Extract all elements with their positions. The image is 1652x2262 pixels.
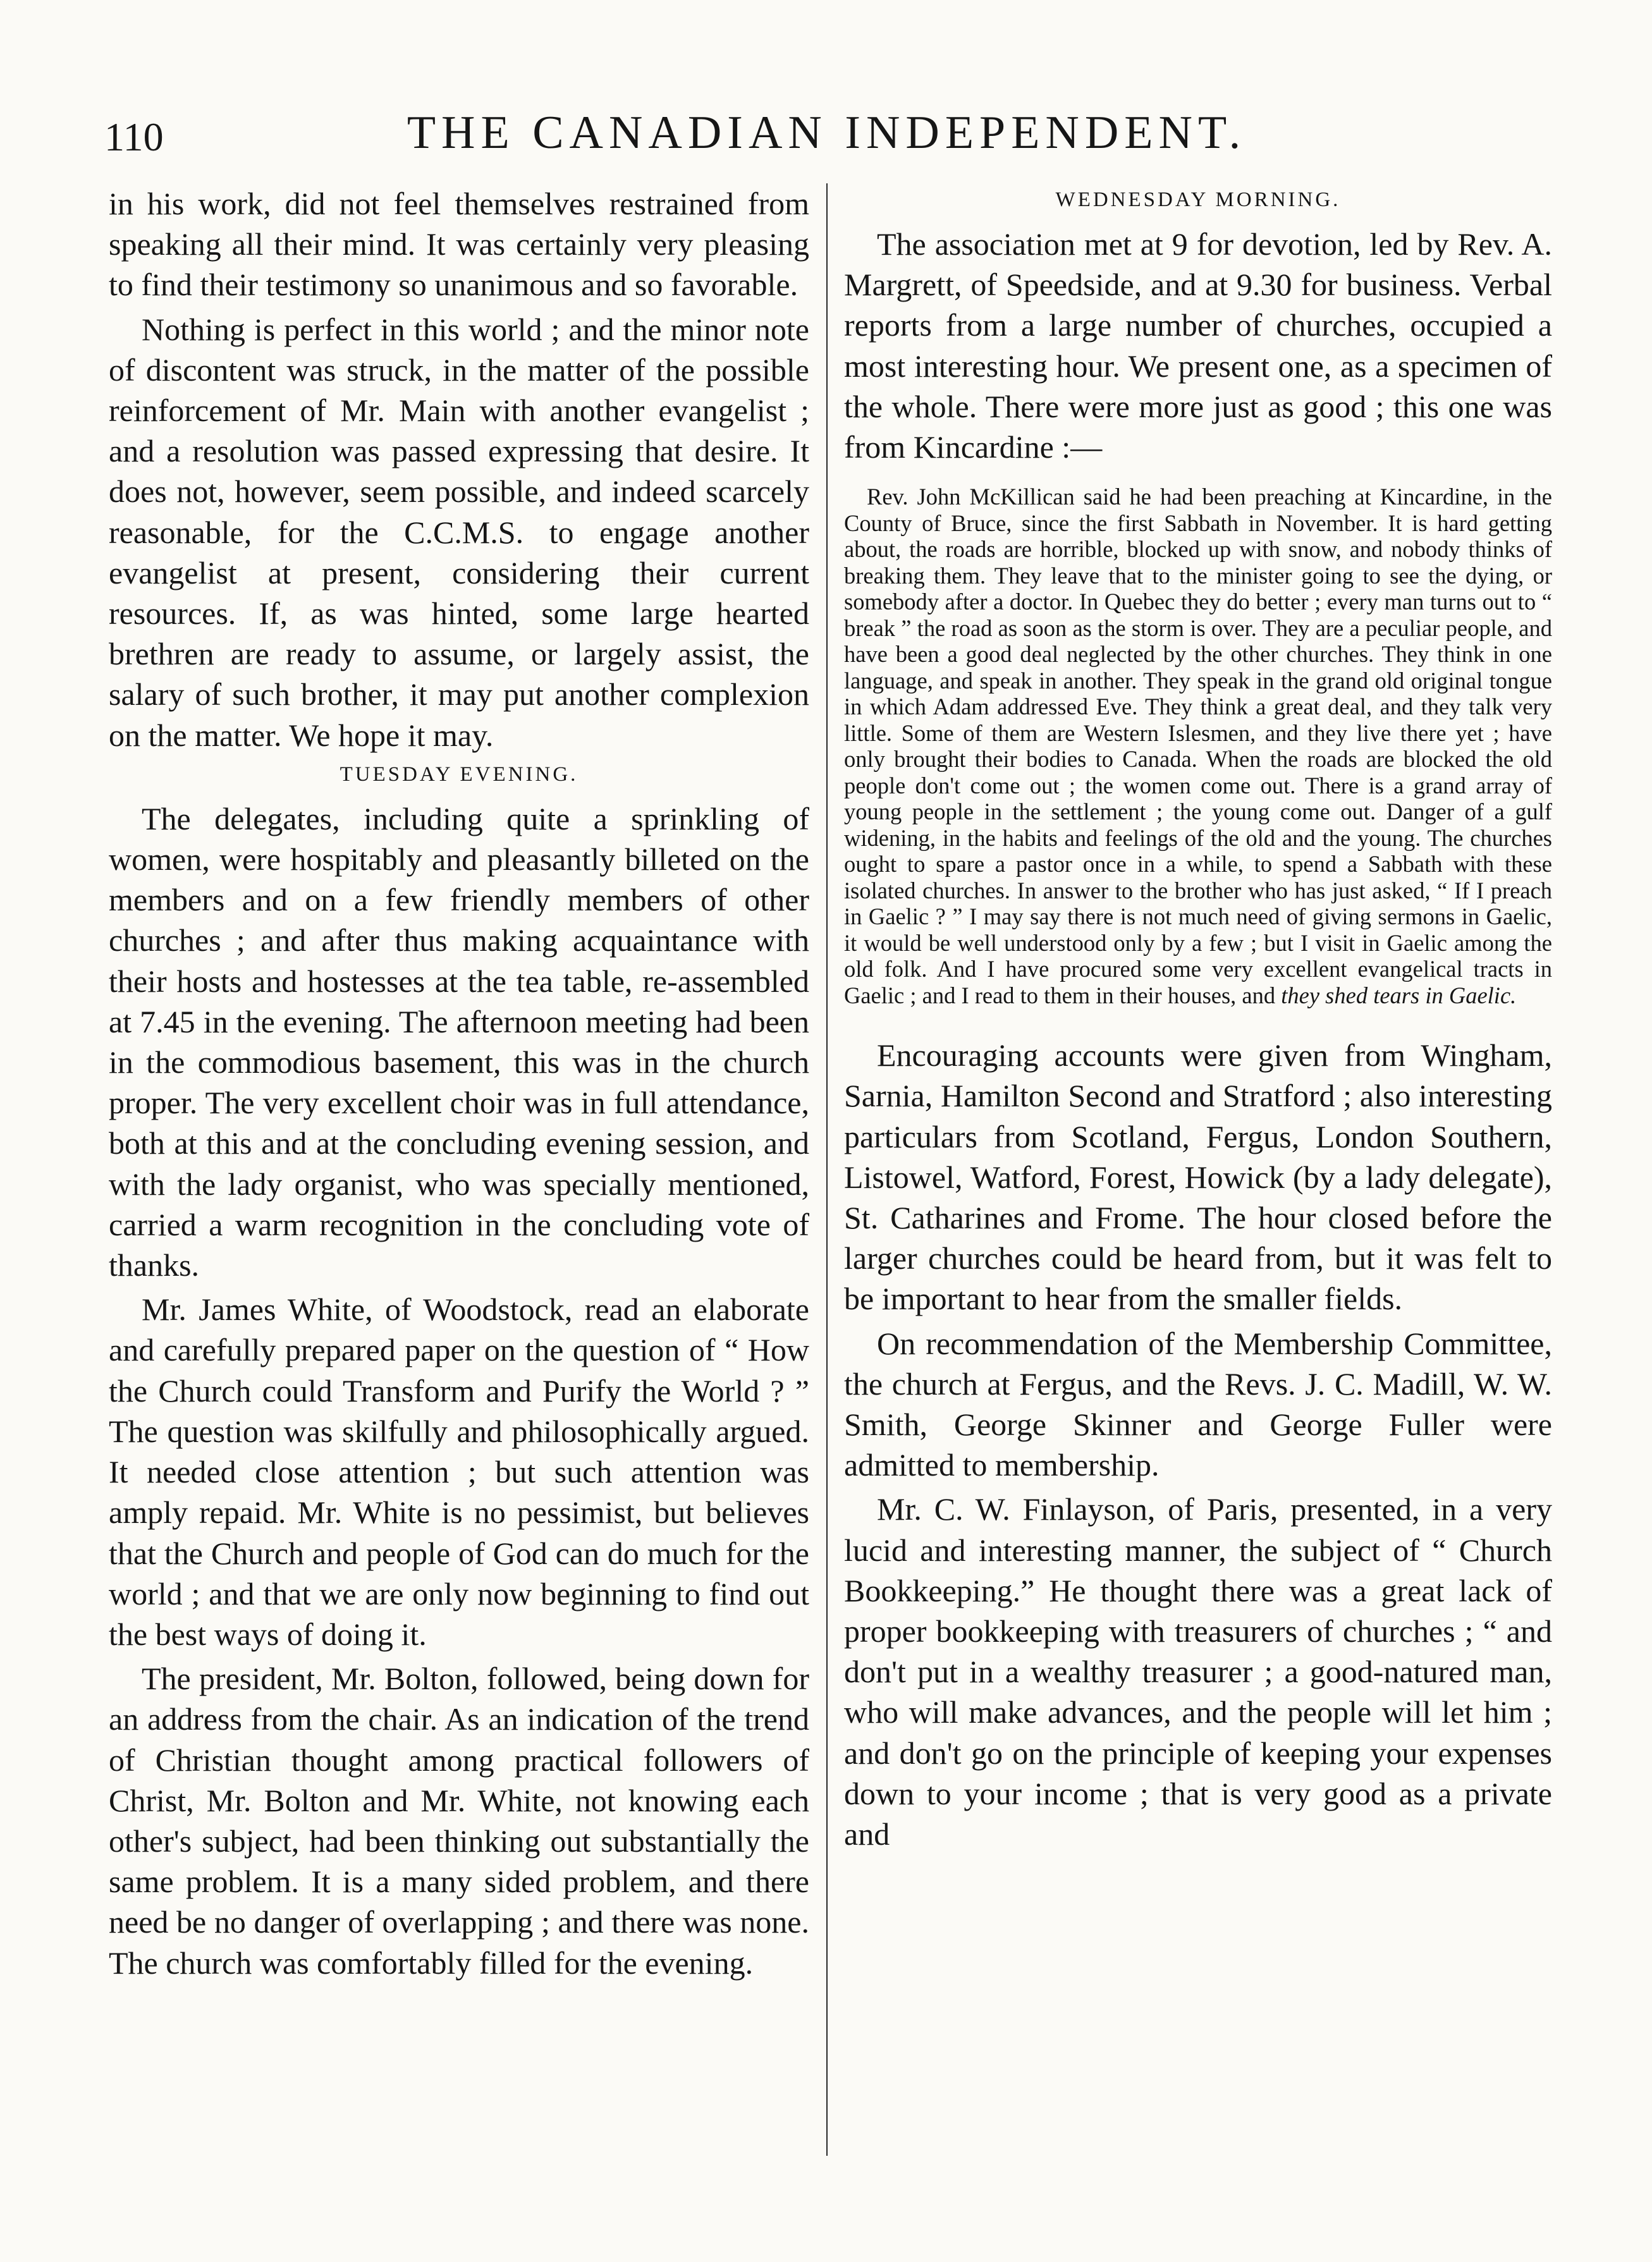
column-divider (826, 183, 828, 2156)
paragraph: Encouraging accounts were given from Wingham, Sarnia, Hamilton Second and Stratford ; also interesting particulars from Scotland, Fergus, London Southern, Listowel, Watford, Forest, Howick (by a lady delegate), St. Catharines and Frome. The hour closed before the larger churches could be heard from, but it was felt to be important to hear from the smaller fields. (844, 1037, 1552, 1317)
page-header (104, 106, 1549, 176)
paragraph: Nothing is perfect in this world ; and the minor note of discontent was struck, in the matter of the possible reinforcement of Mr. Main with another evangelist ; and a resolution was passed expressing that desire. It does not, however, seem possible, and indeed scarcely reasonable, for the C.C.M.S. to engage another evangelist at present, considering their current resources. If, as was hinted, some large hearted brethren are ready to assume, or largely assist, the salary of such brother, it may put another complexion on the matter. We hope it may. (109, 311, 809, 753)
paragraph: The delegates, including quite a sprinkling of women, were hospitably and pleasantly billeted on the members and on a few friendly members of other churches ; and after thus making acquaintance with their hosts and hostesses at the tea table, re-assembled at 7.45 in the evening. The afternoon meeting had been in the commodious basement, this was in the church proper. The very excellent choir was in full attendance, both at this and at the concluding evening session, and with the lady organist, who was specially mentioned, carried a warm recognition in the concluding vote of thanks. (109, 800, 809, 1283)
block-quote (844, 484, 1552, 1008)
quote-tail: they shed tears in Gaelic. (1281, 982, 1517, 1008)
paragraph: On recommendation of the Membership Committee, the church at Fergus, and the Revs. J. C. Madill, W. W. Smith, George Skinner and George Fuller were admitted to membership. (844, 1325, 1552, 1483)
left-column (109, 183, 809, 1987)
paragraph: The president, Mr. Bolton, followed, being down for an address from the chair. As an indication of the trend of Christian thought among practical followers of Christ, Mr. Bolton and Mr. White, not knowing each other's subject, had been thinking out substantially the same problem. It is a many sided problem, and there need be no danger of overlapping ; and there was none. The church was comfortably filled for the evening. (109, 1661, 809, 1981)
section-heading-wednesday: WEDNESDAY MORNING. (1055, 188, 1341, 211)
page-number: 110 (104, 114, 164, 159)
right-column (844, 183, 1552, 1858)
running-title: THE CANADIAN INDEPENDENT. (407, 107, 1247, 159)
section-heading-tuesday: TUESDAY EVENING. (340, 762, 578, 786)
quote-text: Rev. John McKillican said he had been preaching at Kincardine, in the County of Bruce, since the first Sabbath in November. It is hard getting about, the roads are horrible, blocked up with snow, and nobody thinks of breaking them. They leave that to the minister going to see the dying, or somebody after a doctor. In Quebec they do better ; every man turns out to “ break ” the road as soon as the storm is over. They are a peculiar people, and have been a good deal neglected by the other churches. They think in one language, and speak in another. They speak in the grand old original tongue in which Adam addressed Eve. They think a great deal, and they talk very little. Some of them are Western Islesmen, and they live there yet ; have only brought their bodies to Canada. When the roads are blocked the old people don't come out ; the women come out. There is a grand array of young people in the settlement ; the young come out. Danger of a gulf widening, in the habits and feelings of the old and the young. The churches ought to spare a pastor once in a while, to spend a Sabbath with these isolated churches. In answer to the brother who has just asked, “ If I preach in Gaelic ? ” I may say there is not much need of giving sermons in Gaelic, it would be well understood only by a few ; but I visit in Gaelic among the old folk. And I have procured some very excellent evangelical tracts in Gaelic ; and I read to them in their houses, and (844, 484, 1552, 1008)
paragraph: in his work, did not feel themselves restrained from speaking all their mind. It was certainly very pleasing to find their testimony so unanimous and so favorable. (109, 186, 809, 303)
paragraph: The association met at 9 for devotion, led by Rev. A. Margrett, of Speedside, and at 9.30 for business. Verbal reports from a large number of churches, occupied a most interesting hour. We present one, as a specimen of the whole. There were more just as good ; this one was from Kincardine :— (844, 226, 1552, 465)
paragraph: Mr. C. W. Finlayson, of Paris, presented, in a very lucid and interesting manner, the subject of “ Church Bookkeeping.” He thought there was a great lack of proper bookkeeping with treasurers of churches ; “ and don't put in a wealthy treasurer ; a good-natured man, who will make advances, and the people will let him ; and don't go on the principle of keeping your expenses down to your income ; that is very good as a private and (844, 1491, 1552, 1852)
paragraph: Mr. James White, of Woodstock, read an elaborate and carefully prepared paper on the question of “ How the Church could Transform and Purify the World ? ” The question was skilfully and philosophically argued. It needed close attention ; but such attention was amply repaid. Mr. White is no pessimist, but believes that the Church and people of God can do much for the world ; and that we are only now beginning to find out the best ways of doing it. (109, 1292, 809, 1652)
